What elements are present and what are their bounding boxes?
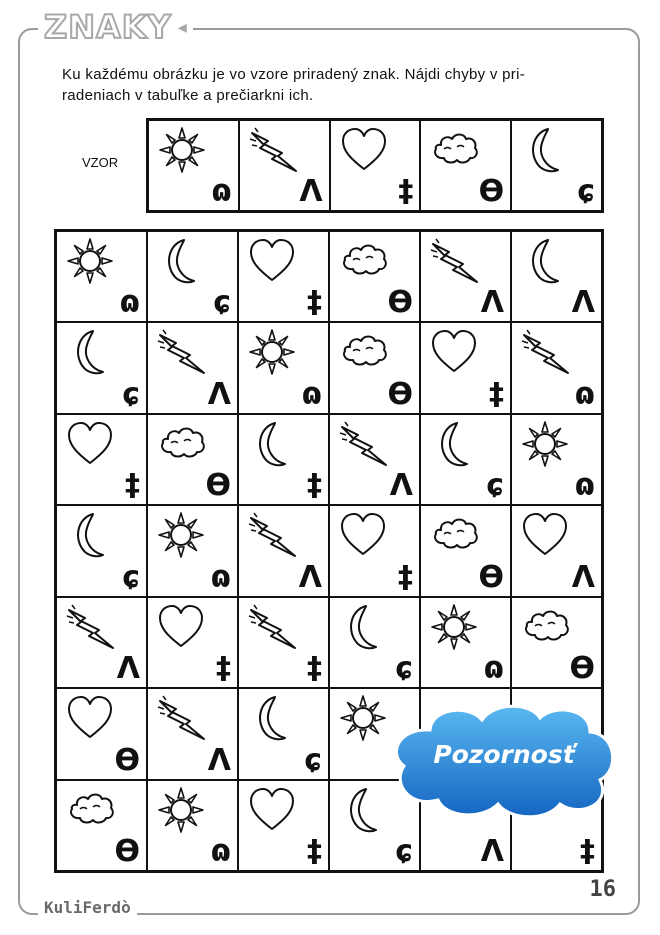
heart-icon [339,125,389,175]
instruction-line-1: Ku každému obrázku je vo vzore priradený znak. Nájdi chyby v pri- [62,66,526,83]
cell-symbol: ϴ [114,742,140,778]
cell-symbol: ɕ [395,834,413,869]
cell-symbol: ‡ [216,651,231,687]
grid-cell [147,688,238,779]
grid-cell [329,414,420,505]
cell-symbol: ɕ [122,559,140,595]
moon-icon [156,236,206,286]
lightning-icon [156,693,206,743]
heart-icon [65,693,115,743]
badge-label: Pozornosť [433,740,575,769]
cell-symbol: ɕ [577,174,595,209]
moon-icon [247,693,297,743]
lightning-icon [248,125,298,175]
grid-cell [329,231,420,322]
grid-cell [56,780,147,871]
vzor-cell [330,120,421,211]
grid-cell [420,414,511,505]
cell-symbol: Λ [480,285,504,321]
arrow-icon: ◂ [177,16,187,37]
sun-icon [157,125,207,175]
cell-symbol: ‡ [307,834,322,869]
page-number: 16 [589,877,616,902]
grid-cell [420,597,511,688]
cell-symbol: ‡ [489,376,504,412]
sun-icon [247,327,297,377]
cell-symbol: Λ [571,559,595,595]
grid-cell [147,231,238,322]
sun-icon [429,602,479,652]
grid-cell [56,505,147,596]
instructions [62,64,622,106]
cell-symbol: ϴ [478,559,504,595]
sun-icon [156,785,206,835]
cell-symbol: Λ [298,559,322,595]
cell-symbol: Λ [207,742,231,778]
moon-icon [338,785,388,835]
grid-cell [511,231,602,322]
grid-cell [329,505,420,596]
grid-cell [511,414,602,505]
vzor-cell [239,120,330,211]
vzor-table [146,118,604,213]
cloud-icon [429,510,479,560]
grid-cell [147,505,238,596]
cell-symbol: ɕ [395,651,413,687]
title-block [38,6,193,48]
cell-symbol: ϴ [387,285,413,321]
vzor-cell [148,120,239,211]
lightning-icon [156,327,206,377]
cloud-icon [429,125,479,175]
grid-cell [56,688,147,779]
grid-cell [511,597,602,688]
cell-symbol: ϴ [387,376,413,412]
instruction-line-2: radeniach v tabuľke a prečiarkni ich. [62,87,314,104]
sun-icon [156,510,206,560]
heart-icon [65,419,115,469]
grid-cell [238,414,329,505]
grid-cell [56,414,147,505]
heart-icon [429,327,479,377]
grid-cell [238,231,329,322]
cell-symbol: Λ [389,468,413,504]
cell-symbol: ɷ [211,174,232,209]
cell-symbol: ϴ [114,834,140,869]
grid-cell [147,597,238,688]
grid-cell [238,322,329,413]
lightning-icon [247,602,297,652]
grid-cell [56,322,147,413]
cell-symbol: Λ [207,376,231,412]
moon-icon [247,419,297,469]
heart-icon [156,602,206,652]
cell-symbol: ‡ [398,174,414,209]
cloud-icon [156,419,206,469]
cell-symbol: ɷ [574,376,595,412]
cell-symbol: ɷ [210,834,231,869]
grid-cell [238,597,329,688]
grid-cell [420,505,511,596]
cell-symbol: ϴ [205,468,231,504]
moon-icon [338,602,388,652]
brand-logo: KuliFerdò [38,898,137,917]
lightning-icon [247,510,297,560]
lightning-icon [338,419,388,469]
cloud-icon [338,327,388,377]
topic-badge [390,700,618,818]
grid-cell [147,322,238,413]
moon-icon [520,125,570,175]
cell-symbol: ɷ [483,651,504,687]
vzor-label: VZOR [82,155,119,170]
cell-symbol: ‡ [580,834,595,869]
grid-cell [238,505,329,596]
page-title: ZNAKY [44,8,172,46]
cloud-icon [520,602,570,652]
cell-symbol: ϴ [569,651,595,687]
cell-symbol: ‡ [307,285,322,321]
cell-symbol: ‡ [307,651,322,687]
grid-cell [420,231,511,322]
cell-symbol: ɕ [213,285,231,321]
grid-cell [420,322,511,413]
sun-icon [520,419,570,469]
cell-symbol: ‡ [125,468,140,504]
heart-icon [520,510,570,560]
cell-symbol: Λ [299,174,323,209]
heart-icon [338,510,388,560]
grid-cell [56,231,147,322]
heart-icon [247,785,297,835]
cell-symbol: ɕ [304,742,322,778]
moon-icon [65,510,115,560]
moon-icon [65,327,115,377]
moon-icon [520,236,570,286]
cell-symbol: ɷ [210,559,231,595]
cell-symbol: Λ [480,834,504,869]
lightning-icon [65,602,115,652]
cell-symbol: ‡ [307,468,322,504]
heart-icon [247,236,297,286]
cell-symbol: ɕ [122,376,140,412]
grid-cell [238,780,329,871]
cell-symbol: ϴ [478,174,505,209]
cell-symbol: Λ [116,651,140,687]
grid-cell [147,414,238,505]
grid-cell [329,322,420,413]
grid-cell [329,597,420,688]
cell-symbol: ɷ [119,285,140,321]
cloud-icon [65,785,115,835]
grid-cell [511,505,602,596]
sun-icon [338,693,388,743]
vzor-cell [511,120,602,211]
sun-icon [65,236,115,286]
grid-cell [511,322,602,413]
lightning-icon [429,236,479,286]
moon-icon [429,419,479,469]
cell-symbol: ɷ [301,376,322,412]
cell-symbol: ɷ [574,468,595,504]
lightning-icon [520,327,570,377]
grid-cell [147,780,238,871]
grid-cell [56,597,147,688]
cell-symbol: Λ [571,285,595,321]
cell-symbol: ‡ [398,559,413,595]
vzor-cell [420,120,511,211]
grid-cell [238,688,329,779]
cell-symbol: ɕ [486,468,504,504]
cloud-icon [338,236,388,286]
